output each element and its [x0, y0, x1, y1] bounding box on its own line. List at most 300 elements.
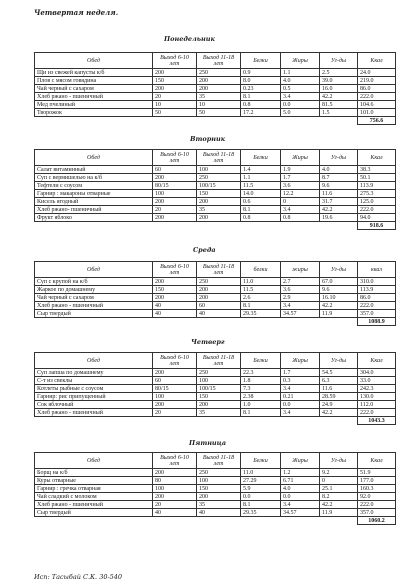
dish-name-cell: Салат витаминный — [35, 166, 153, 174]
value-cell: 200 — [153, 198, 197, 206]
value-cell: 100 — [153, 485, 197, 493]
value-cell: 22.3 — [241, 369, 281, 377]
value-cell: 0.8 — [241, 101, 281, 109]
value-cell: 150 — [197, 393, 241, 401]
value-cell: 200 — [153, 401, 197, 409]
value-cell: 12.2 — [281, 190, 320, 198]
value-cell: 39.0 — [320, 77, 358, 85]
value-cell: 1.1 — [281, 69, 320, 77]
value-cell: 100 — [153, 190, 197, 198]
value-cell: 20 — [153, 93, 197, 101]
value-cell: 10 — [197, 101, 241, 109]
value-cell: 40 — [197, 509, 241, 517]
value-cell: 1.0 — [241, 401, 281, 409]
value-cell: 250 — [197, 369, 241, 377]
dish-name-cell: Хлеб ржано - пшеничный — [35, 409, 153, 417]
dish-name-cell: Щи из свежей капусты к/б — [35, 69, 153, 77]
value-cell: 0.9 — [241, 69, 281, 77]
value-cell: 222.0 — [358, 409, 396, 417]
day-menu-table — [34, 52, 396, 125]
table-row — [35, 393, 396, 401]
table-row — [35, 377, 396, 385]
value-cell: 310.0 — [358, 278, 396, 286]
value-cell: 42.2 — [320, 206, 358, 214]
dish-name-cell: Суп с крупой на к/б — [35, 278, 153, 286]
value-cell: 200 — [153, 469, 197, 477]
table-row — [35, 166, 396, 174]
value-cell: 4.0 — [281, 485, 320, 493]
table-row — [35, 109, 396, 117]
value-cell: 0.5 — [281, 85, 320, 93]
day-menu-table — [34, 452, 396, 525]
value-cell: 242.3 — [358, 385, 396, 393]
value-cell: 357.0 — [358, 509, 396, 517]
value-cell: 8.2 — [320, 493, 358, 501]
value-cell: 2.7 — [281, 278, 320, 286]
column-header: Выход 11-18 лет — [197, 262, 241, 278]
column-header: Ккал — [358, 150, 396, 166]
value-cell: 80 — [153, 477, 197, 485]
value-cell: 0.8 — [241, 214, 281, 222]
value-cell: 125.0 — [358, 198, 396, 206]
value-cell: 8.1 — [241, 409, 281, 417]
header-row — [35, 150, 396, 166]
table-row — [35, 509, 396, 517]
column-header: Выход 6-10 лет — [153, 150, 197, 166]
value-cell: 80/15 — [153, 182, 197, 190]
value-cell: 100 — [197, 166, 241, 174]
value-cell: 31.7 — [320, 198, 358, 206]
dish-name-cell: Хлеб ржано- пшеничный — [35, 206, 153, 214]
value-cell: 3.4 — [281, 501, 320, 509]
column-header: Обед — [35, 353, 153, 369]
column-header: Выход 6-10 лет — [153, 262, 197, 278]
value-cell: 250 — [197, 278, 241, 286]
value-cell: 25.1 — [320, 485, 358, 493]
column-header: Ккал — [358, 53, 396, 69]
value-cell: 150 — [153, 286, 197, 294]
value-cell: 29.35 — [241, 310, 281, 318]
value-cell: 92.0 — [358, 493, 396, 501]
value-cell: 0.8 — [281, 214, 320, 222]
value-cell: 0.0 — [241, 493, 281, 501]
dish-name-cell: Чай сладкий с молоком — [35, 493, 153, 501]
day-title: Среда — [193, 246, 216, 254]
value-cell: 5.9 — [241, 485, 281, 493]
value-cell: 200 — [197, 214, 241, 222]
column-header: белки — [241, 262, 281, 278]
table-row — [35, 294, 396, 302]
value-cell: 177.0 — [358, 477, 396, 485]
header-row — [35, 453, 396, 469]
dish-name-cell: Плов с мясом говядина — [35, 77, 153, 85]
day-title: Понедельник — [164, 35, 215, 43]
value-cell: 3.4 — [281, 302, 320, 310]
value-cell: 38.3 — [358, 166, 396, 174]
dish-name-cell: Творожок — [35, 109, 153, 117]
value-cell: 200 — [153, 85, 197, 93]
value-cell: 112.0 — [358, 401, 396, 409]
value-cell: 20 — [153, 501, 197, 509]
table-row — [35, 385, 396, 393]
value-cell: 54.5 — [320, 369, 358, 377]
column-header: Выход 6-10 лет — [153, 53, 197, 69]
value-cell: 60 — [153, 377, 197, 385]
table-row — [35, 485, 396, 493]
day-menu-table — [34, 261, 396, 326]
value-cell: 222.0 — [358, 206, 396, 214]
total-row — [35, 517, 396, 525]
header-row — [35, 353, 396, 369]
value-cell: 67.0 — [320, 278, 358, 286]
column-header: Белки — [241, 453, 281, 469]
value-cell: 40 — [153, 509, 197, 517]
column-header: Уг-ды — [320, 150, 358, 166]
dish-name-cell: Суп лапша по домашнему — [35, 369, 153, 377]
table-row — [35, 198, 396, 206]
total-kcal: 1088.9 — [358, 318, 396, 326]
value-cell: 9.2 — [320, 469, 358, 477]
column-header: Уг-ды — [320, 353, 358, 369]
table-row — [35, 501, 396, 509]
value-cell: 80/15 — [153, 385, 197, 393]
value-cell: 11.9 — [320, 310, 358, 318]
value-cell: 11.0 — [241, 469, 281, 477]
value-cell: 9.6 — [320, 286, 358, 294]
value-cell: 250 — [197, 69, 241, 77]
value-cell: 40 — [153, 302, 197, 310]
value-cell: 3.4 — [281, 385, 320, 393]
value-cell: 200 — [197, 85, 241, 93]
dish-name-cell: Суп с вермишелью на к/б — [35, 174, 153, 182]
value-cell: 1.2 — [281, 469, 320, 477]
day-menu-table — [34, 149, 396, 230]
value-cell: 35 — [197, 409, 241, 417]
total-kcal: 1060.2 — [358, 517, 396, 525]
value-cell: 3.4 — [281, 93, 320, 101]
value-cell: 219.0 — [358, 77, 396, 85]
dish-name-cell: Хлеб ржано - пшеничный — [35, 93, 153, 101]
column-header: Обед — [35, 262, 153, 278]
value-cell: 222.0 — [358, 302, 396, 310]
dish-name-cell: Куры отварные — [35, 477, 153, 485]
table-row — [35, 93, 396, 101]
value-cell: 200 — [153, 493, 197, 501]
value-cell: 86.0 — [358, 294, 396, 302]
total-kcal: 756.6 — [358, 117, 396, 125]
table-row — [35, 477, 396, 485]
column-header: Выход 6-10 лет — [153, 353, 197, 369]
table-row — [35, 77, 396, 85]
value-cell: 24.0 — [358, 69, 396, 77]
value-cell: 11.9 — [320, 509, 358, 517]
value-cell: 2.38 — [241, 393, 281, 401]
column-header: Жиры — [281, 53, 320, 69]
dish-name-cell: Чай черный с сахаром — [35, 294, 153, 302]
column-header: Жиры — [281, 150, 320, 166]
table-row — [35, 182, 396, 190]
column-header: Белки — [241, 53, 281, 69]
dish-name-cell: Фрукт яблоко — [35, 214, 153, 222]
dish-name-cell: Жаркое по домашнему — [35, 286, 153, 294]
value-cell: 20 — [153, 206, 197, 214]
value-cell: 6.3 — [320, 377, 358, 385]
value-cell: 11.0 — [241, 278, 281, 286]
value-cell: 250 — [197, 469, 241, 477]
value-cell: 33.0 — [358, 377, 396, 385]
column-header: ккал — [358, 262, 396, 278]
value-cell: 3.6 — [281, 182, 320, 190]
value-cell: 20 — [153, 409, 197, 417]
value-cell: 0 — [281, 198, 320, 206]
value-cell: 275.3 — [358, 190, 396, 198]
value-cell: 10 — [153, 101, 197, 109]
value-cell: 100 — [197, 377, 241, 385]
total-row — [35, 117, 396, 125]
value-cell: 130.0 — [358, 393, 396, 401]
table-row — [35, 278, 396, 286]
total-kcal: 1043.3 — [358, 417, 396, 425]
column-header: Обед — [35, 453, 153, 469]
column-header: Жиры — [281, 453, 320, 469]
total-kcal: 918.6 — [358, 222, 396, 230]
dish-name-cell: Котлеты рыбные с соусом — [35, 385, 153, 393]
table-row — [35, 409, 396, 417]
column-header: Уг-ды — [320, 453, 358, 469]
value-cell: 11.5 — [241, 182, 281, 190]
value-cell: 8.1 — [241, 302, 281, 310]
value-cell: 1.5 — [320, 109, 358, 117]
value-cell: 0 — [320, 477, 358, 485]
value-cell: 24.9 — [320, 401, 358, 409]
table-row — [35, 469, 396, 477]
value-cell: 40 — [153, 310, 197, 318]
value-cell: 200 — [197, 493, 241, 501]
value-cell: 0.23 — [241, 85, 281, 93]
value-cell: 200 — [197, 286, 241, 294]
value-cell: 113.9 — [358, 182, 396, 190]
value-cell: 8.7 — [320, 174, 358, 182]
value-cell: 200 — [197, 294, 241, 302]
dish-name-cell: Мед пчелиный — [35, 101, 153, 109]
value-cell: 42.2 — [320, 501, 358, 509]
value-cell: 7.3 — [241, 385, 281, 393]
column-header: жиры — [281, 262, 320, 278]
value-cell: 222.0 — [358, 501, 396, 509]
value-cell: 104.6 — [358, 101, 396, 109]
column-header: Жиры — [281, 353, 320, 369]
column-header: Белки — [241, 150, 281, 166]
value-cell: 100 — [153, 393, 197, 401]
dish-name-cell: Чай черный с сахаром — [35, 85, 153, 93]
value-cell: 100/15 — [197, 385, 241, 393]
value-cell: 51.9 — [358, 469, 396, 477]
column-header: Ккал — [358, 353, 396, 369]
value-cell: 17.2 — [241, 109, 281, 117]
value-cell: 1.7 — [281, 369, 320, 377]
value-cell: 304.0 — [358, 369, 396, 377]
column-header: Обед — [35, 53, 153, 69]
column-header: Уг-ды — [320, 53, 358, 69]
day-title: Четверг — [191, 338, 225, 346]
value-cell: 34.57 — [281, 310, 320, 318]
dish-name-cell: Хлеб ржано - пшеничный — [35, 302, 153, 310]
value-cell: 1.8 — [241, 377, 281, 385]
table-row — [35, 190, 396, 198]
value-cell: 94.0 — [358, 214, 396, 222]
total-row — [35, 318, 396, 326]
value-cell: 0.0 — [281, 493, 320, 501]
dish-name-cell: Кисель ягодный — [35, 198, 153, 206]
value-cell: 86.0 — [358, 85, 396, 93]
value-cell: 1.1 — [241, 174, 281, 182]
value-cell: 3.6 — [281, 286, 320, 294]
value-cell: 222.0 — [358, 93, 396, 101]
value-cell: 200 — [153, 174, 197, 182]
value-cell: 14.0 — [241, 190, 281, 198]
value-cell: 150 — [197, 190, 241, 198]
value-cell: 200 — [153, 294, 197, 302]
value-cell: 3.4 — [281, 206, 320, 214]
value-cell: 40 — [197, 310, 241, 318]
table-row — [35, 310, 396, 318]
value-cell: 11.6 — [320, 385, 358, 393]
value-cell: 3.4 — [281, 409, 320, 417]
table-row — [35, 206, 396, 214]
day-title: Вторник — [190, 135, 226, 143]
column-header: Выход 11-18 лет — [197, 53, 241, 69]
total-row — [35, 222, 396, 230]
value-cell: 50.1 — [358, 174, 396, 182]
value-cell: 0.0 — [281, 401, 320, 409]
value-cell: 101.0 — [358, 109, 396, 117]
table-row — [35, 69, 396, 77]
value-cell: 6.71 — [281, 477, 320, 485]
value-cell: 16.0 — [320, 85, 358, 93]
value-cell: 1.4 — [241, 166, 281, 174]
value-cell: 81.5 — [320, 101, 358, 109]
value-cell: 0.6 — [241, 198, 281, 206]
value-cell: 34.57 — [281, 509, 320, 517]
value-cell: 29.35 — [241, 509, 281, 517]
value-cell: 35 — [197, 93, 241, 101]
value-cell: 4.0 — [320, 166, 358, 174]
value-cell: 1.7 — [281, 174, 320, 182]
value-cell: 250 — [197, 174, 241, 182]
value-cell: 0.3 — [281, 377, 320, 385]
value-cell: 16.10 — [320, 294, 358, 302]
table-row — [35, 302, 396, 310]
table-row — [35, 286, 396, 294]
column-header: Выход 11-18 лет — [197, 453, 241, 469]
week-title: Четвертая неделя. — [34, 8, 119, 17]
column-header: Выход 11-18 лет — [197, 150, 241, 166]
table-row — [35, 214, 396, 222]
day-title: Пятница — [189, 439, 227, 447]
value-cell: 2.9 — [281, 294, 320, 302]
value-cell: 11.6 — [320, 190, 358, 198]
value-cell: 100/15 — [197, 182, 241, 190]
value-cell: 357.0 — [358, 310, 396, 318]
value-cell: 19.6 — [320, 214, 358, 222]
value-cell: 113.9 — [358, 286, 396, 294]
value-cell: 2.6 — [241, 294, 281, 302]
value-cell: 160.3 — [358, 485, 396, 493]
table-row — [35, 493, 396, 501]
value-cell: 200 — [153, 69, 197, 77]
value-cell: 8.1 — [241, 501, 281, 509]
value-cell: 100 — [197, 477, 241, 485]
dish-name-cell: Гарнир : макароны отварные — [35, 190, 153, 198]
value-cell: 42.2 — [320, 409, 358, 417]
value-cell: 28.59 — [320, 393, 358, 401]
value-cell: 200 — [197, 198, 241, 206]
dish-name-cell: Гарнир : гречка отварная — [35, 485, 153, 493]
total-row — [35, 417, 396, 425]
day-menu-table — [34, 352, 396, 425]
executor-footer: Исп: Тасыбай С.К. 30-540 — [34, 573, 123, 581]
value-cell: 200 — [153, 369, 197, 377]
column-header: Обед — [35, 150, 153, 166]
header-row — [35, 53, 396, 69]
value-cell: 35 — [197, 206, 241, 214]
column-header: Белки — [241, 353, 281, 369]
dish-name-cell: Борщ на к/б — [35, 469, 153, 477]
value-cell: 50 — [197, 109, 241, 117]
value-cell: 60 — [153, 166, 197, 174]
dish-name-cell: Сок яблочный — [35, 401, 153, 409]
value-cell: 150 — [153, 77, 197, 85]
header-row — [35, 262, 396, 278]
dish-name-cell: Сыр твердый — [35, 509, 153, 517]
table-row — [35, 174, 396, 182]
value-cell: 4.0 — [281, 77, 320, 85]
value-cell: 8.1 — [241, 93, 281, 101]
value-cell: 0.0 — [281, 101, 320, 109]
column-header: Ккал — [358, 453, 396, 469]
value-cell: 8.0 — [241, 77, 281, 85]
table-row — [35, 401, 396, 409]
dish-name-cell: Гарнир: рис припущенный — [35, 393, 153, 401]
value-cell: 1.9 — [281, 166, 320, 174]
value-cell: 27.29 — [241, 477, 281, 485]
dish-name-cell: Тефтели с соусом — [35, 182, 153, 190]
table-row — [35, 369, 396, 377]
dish-name-cell: Сыр твердый — [35, 310, 153, 318]
table-row — [35, 101, 396, 109]
value-cell: 0.21 — [281, 393, 320, 401]
value-cell: 50 — [153, 109, 197, 117]
value-cell: 200 — [197, 401, 241, 409]
dish-name-cell: Хлеб ржано - пшеничный — [35, 501, 153, 509]
column-header: Выход 6-10 лет — [153, 453, 197, 469]
dish-name-cell: С-т из свеклы — [35, 377, 153, 385]
value-cell: 35 — [197, 501, 241, 509]
value-cell: 9.6 — [320, 182, 358, 190]
value-cell: 200 — [153, 214, 197, 222]
value-cell: 200 — [197, 77, 241, 85]
value-cell: 150 — [197, 485, 241, 493]
value-cell: 11.5 — [241, 286, 281, 294]
value-cell: 42.2 — [320, 93, 358, 101]
value-cell: 8.1 — [241, 206, 281, 214]
column-header: Уг-ды — [320, 262, 358, 278]
value-cell: 5.0 — [281, 109, 320, 117]
value-cell: 42.2 — [320, 302, 358, 310]
table-row — [35, 85, 396, 93]
value-cell: 200 — [153, 278, 197, 286]
value-cell: 60 — [197, 302, 241, 310]
